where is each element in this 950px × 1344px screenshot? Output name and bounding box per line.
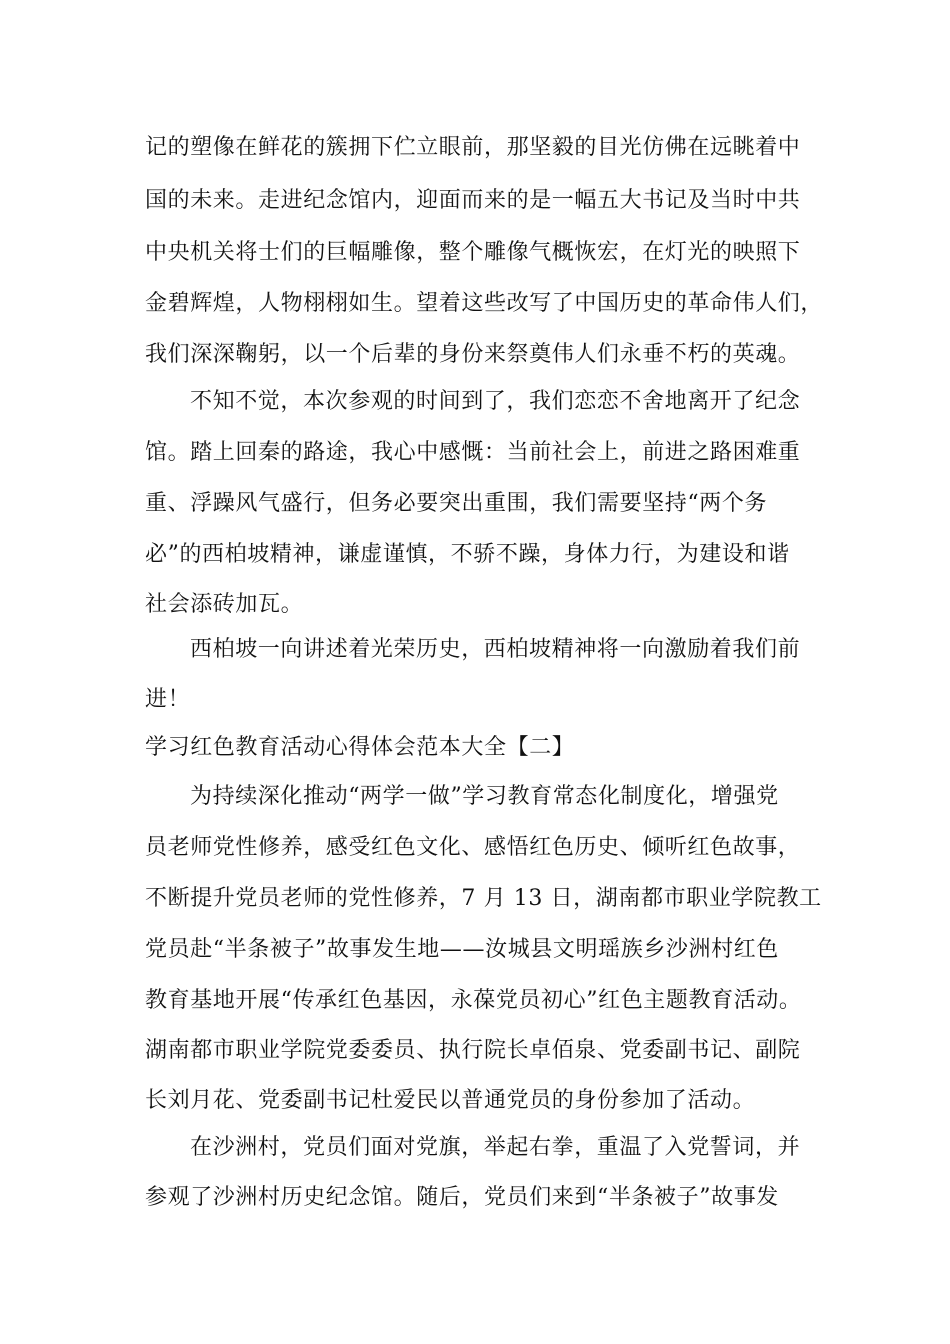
text-line: 湖南都市职业学院党委委员、执行院长卓佰泉、党委副书记、副院 xyxy=(145,1038,801,1063)
text-line: 长刘月花、党委副书记杜爱民以普通党员的身份参加了活动。 xyxy=(145,1088,756,1113)
text-line: 重、浮躁风气盛行，但务必要突出重围，我们需要坚持“两个务 xyxy=(145,491,768,516)
text-line: 社会添砖加瓦。 xyxy=(145,592,304,617)
paragraph-first-line: 西柏坡一向讲述着光荣历史，西柏坡精神将一向激励着我们前 xyxy=(190,637,801,662)
paragraph-first-line: 在沙洲村，党员们面对党旗，举起右拳，重温了入党誓词，并 xyxy=(190,1135,801,1160)
text-line: 馆。踏上回秦的路途，我心中感慨：当前社会上，前进之路困难重 xyxy=(145,440,801,465)
text-line: 国的未来。走进纪念馆内，迎面而来的是一幅五大书记及当时中共 xyxy=(145,188,801,213)
text-line: 参观了沙洲村历史纪念馆。随后，党员们来到“半条被子”故事发 xyxy=(145,1185,779,1210)
text-line: 不断提升党员老师的党性修养，7 月 13 日，湖南都市职业学院教工 xyxy=(145,886,822,911)
text-line: 党员赴“半条被子”故事发生地——汝城县文明瑶族乡沙洲村红色 xyxy=(145,937,779,962)
section-heading: 学习红色教育活动心得体会范本大全【二】 xyxy=(145,735,575,760)
text-line: 员老师党性修养，感受红色文化、感悟红色历史、倾听红色故事， xyxy=(145,835,801,860)
paragraph-first-line: 不知不觉，本次参观的时间到了，我们恋恋不舍地离开了纪念 xyxy=(190,389,801,414)
text-line: 中央机关将士们的巨幅雕像，整个雕像气概恢宏，在灯光的映照下 xyxy=(145,240,801,265)
paragraph-first-line: 为持续深化推动“两学一做”学习教育常态化制度化，增强党 xyxy=(190,784,779,809)
text-line: 我们深深鞠躬，以一个后辈的身份来祭奠伟人们永垂不朽的英魂。 xyxy=(145,342,801,367)
text-line: 记的塑像在鲜花的簇拥下伫立眼前，那坚毅的目光仿佛在远眺着中 xyxy=(145,135,801,160)
text-line: 金碧辉煌，人物栩栩如生。望着这些改写了中国历史的革命伟人们， xyxy=(145,291,824,316)
text-line: 教育基地开展“传承红色基因，永葆党员初心”红色主题教育活动。 xyxy=(145,988,802,1013)
text-line: 必”的西柏坡精神，谦虚谨慎，不骄不躁，身体力行，为建设和谐 xyxy=(145,542,790,567)
text-line: 进！ xyxy=(145,687,191,712)
